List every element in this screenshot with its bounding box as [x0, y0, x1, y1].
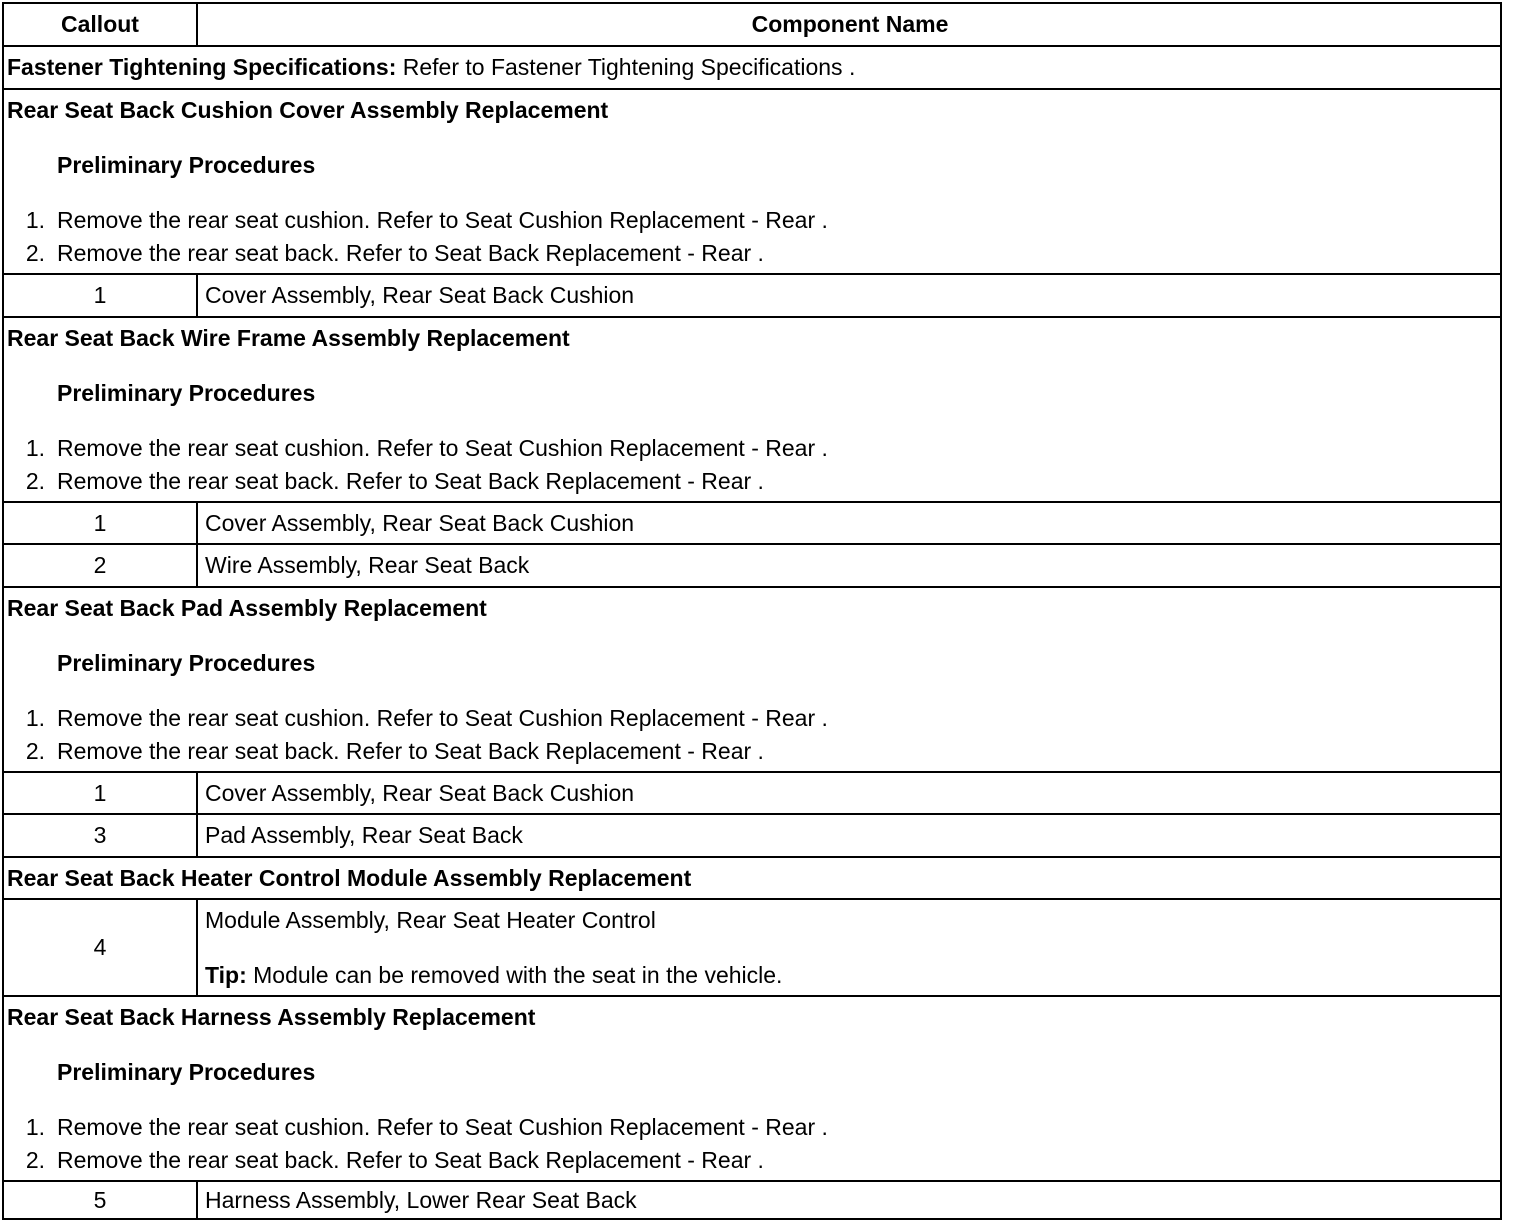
preliminary-heading: Preliminary Procedures: [57, 380, 316, 406]
callout-number: 1: [4, 503, 198, 543]
procedure-step-link[interactable]: Remove the rear seat back. Refer to Seat Back Replacement - Rear .: [57, 240, 764, 266]
callout-header: Callout: [4, 4, 198, 45]
procedure-step-link[interactable]: Remove the rear seat cushion. Refer to Seat Cushion Replacement - Rear .: [57, 1114, 828, 1140]
table-row: [4, 543, 1500, 586]
component-name: Cover Assembly, Rear Seat Back Cushion: [205, 282, 635, 308]
section-header: [4, 856, 1500, 898]
section-header: Rear Seat Back Wire Frame Assembly Replacement Preliminary Procedures 1. Remove the rear seat cushion. Refer to Seat Cushion Replacement - Rear . 2. Remove the rear seat back. Refer to Seat Back Replacement - Rear .: [4, 316, 1500, 501]
table-row: [4, 501, 1500, 543]
table-row: [4, 898, 1500, 995]
table-row: [4, 813, 1500, 856]
callout-number: 1: [4, 275, 198, 316]
callout-number: 4: [4, 900, 198, 995]
section-title: Rear Seat Back Harness Assembly Replacement: [7, 1004, 536, 1030]
section-title: Rear Seat Back Wire Frame Assembly Replacement: [7, 325, 570, 351]
section-title: Rear Seat Back Heater Control Module Assembly Replacement: [7, 865, 692, 891]
component-name: Module Assembly, Rear Seat Heater Control: [205, 907, 656, 933]
component-name: Wire Assembly, Rear Seat Back: [205, 552, 530, 578]
component-name: Cover Assembly, Rear Seat Back Cushion: [205, 509, 635, 536]
fastener-spec-link[interactable]: Refer to Fastener Tightening Specifications .: [396, 54, 856, 80]
component-name-cell: [200, 900, 1500, 995]
tip-label: Tip:: [205, 962, 247, 988]
section-header: Rear Seat Back Pad Assembly Replacement Preliminary Procedures 1. Remove the rear seat cushion. Refer to Seat Cushion Replacement - Rear . 2. Remove the rear seat back. Refer to Seat Back Replacement - Rear .: [4, 586, 1500, 771]
table-row: [4, 273, 1500, 316]
table-row: [4, 771, 1500, 813]
procedure-step-link[interactable]: Remove the rear seat cushion. Refer to Seat Cushion Replacement - Rear .: [57, 207, 828, 233]
procedure-step-link[interactable]: Remove the rear seat back. Refer to Seat Back Replacement - Rear .: [57, 1147, 764, 1173]
component-table: [2, 2, 1502, 1220]
section-header: Rear Seat Back Harness Assembly Replacement Preliminary Procedures 1. Remove the rear seat cushion. Refer to Seat Cushion Replacement - Rear . 2. Remove the rear seat back. Refer to Seat Back Replacement - Rear .: [4, 995, 1500, 1180]
procedure-step-link[interactable]: Remove the rear seat back. Refer to Seat Back Replacement - Rear .: [57, 738, 764, 764]
component-name-header: Component Name: [751, 11, 949, 37]
component-name: Cover Assembly, Rear Seat Back Cushion: [205, 779, 635, 806]
table-row: [4, 1180, 1500, 1218]
table-header: [4, 4, 1500, 45]
component-name: Harness Assembly, Lower Rear Seat Back: [205, 1186, 637, 1213]
section-header: Rear Seat Back Cushion Cover Assembly Replacement Preliminary Procedures 1. Remove the rear seat cushion. Refer to Seat Cushion Replacement - Rear . 2. Remove the rear seat back. Refer to Seat Back Replacement - Rear .: [4, 88, 1500, 273]
preliminary-heading: Preliminary Procedures: [57, 1059, 316, 1085]
callout-number: 5: [4, 1182, 198, 1218]
procedure-step-link[interactable]: Remove the rear seat cushion. Refer to Seat Cushion Replacement - Rear .: [57, 435, 828, 461]
section-title: Rear Seat Back Pad Assembly Replacement: [7, 595, 487, 621]
component-name: Pad Assembly, Rear Seat Back: [205, 822, 523, 848]
tip-text: Module can be removed with the seat in the vehicle.: [246, 962, 783, 988]
section-title: Rear Seat Back Cushion Cover Assembly Replacement: [7, 97, 609, 123]
preliminary-heading: Preliminary Procedures: [57, 152, 316, 178]
fastener-spec-label: Fastener Tightening Specifications:: [7, 54, 397, 80]
fastener-spec-row: [4, 45, 1500, 88]
procedure-step-link[interactable]: Remove the rear seat cushion. Refer to Seat Cushion Replacement - Rear .: [57, 705, 828, 731]
callout-number: 3: [4, 815, 198, 856]
callout-number: 1: [4, 773, 198, 813]
procedure-step-link[interactable]: Remove the rear seat back. Refer to Seat Back Replacement - Rear .: [57, 468, 764, 494]
callout-number: 2: [4, 545, 198, 586]
preliminary-heading: Preliminary Procedures: [57, 650, 316, 676]
tip-note: [205, 962, 782, 988]
